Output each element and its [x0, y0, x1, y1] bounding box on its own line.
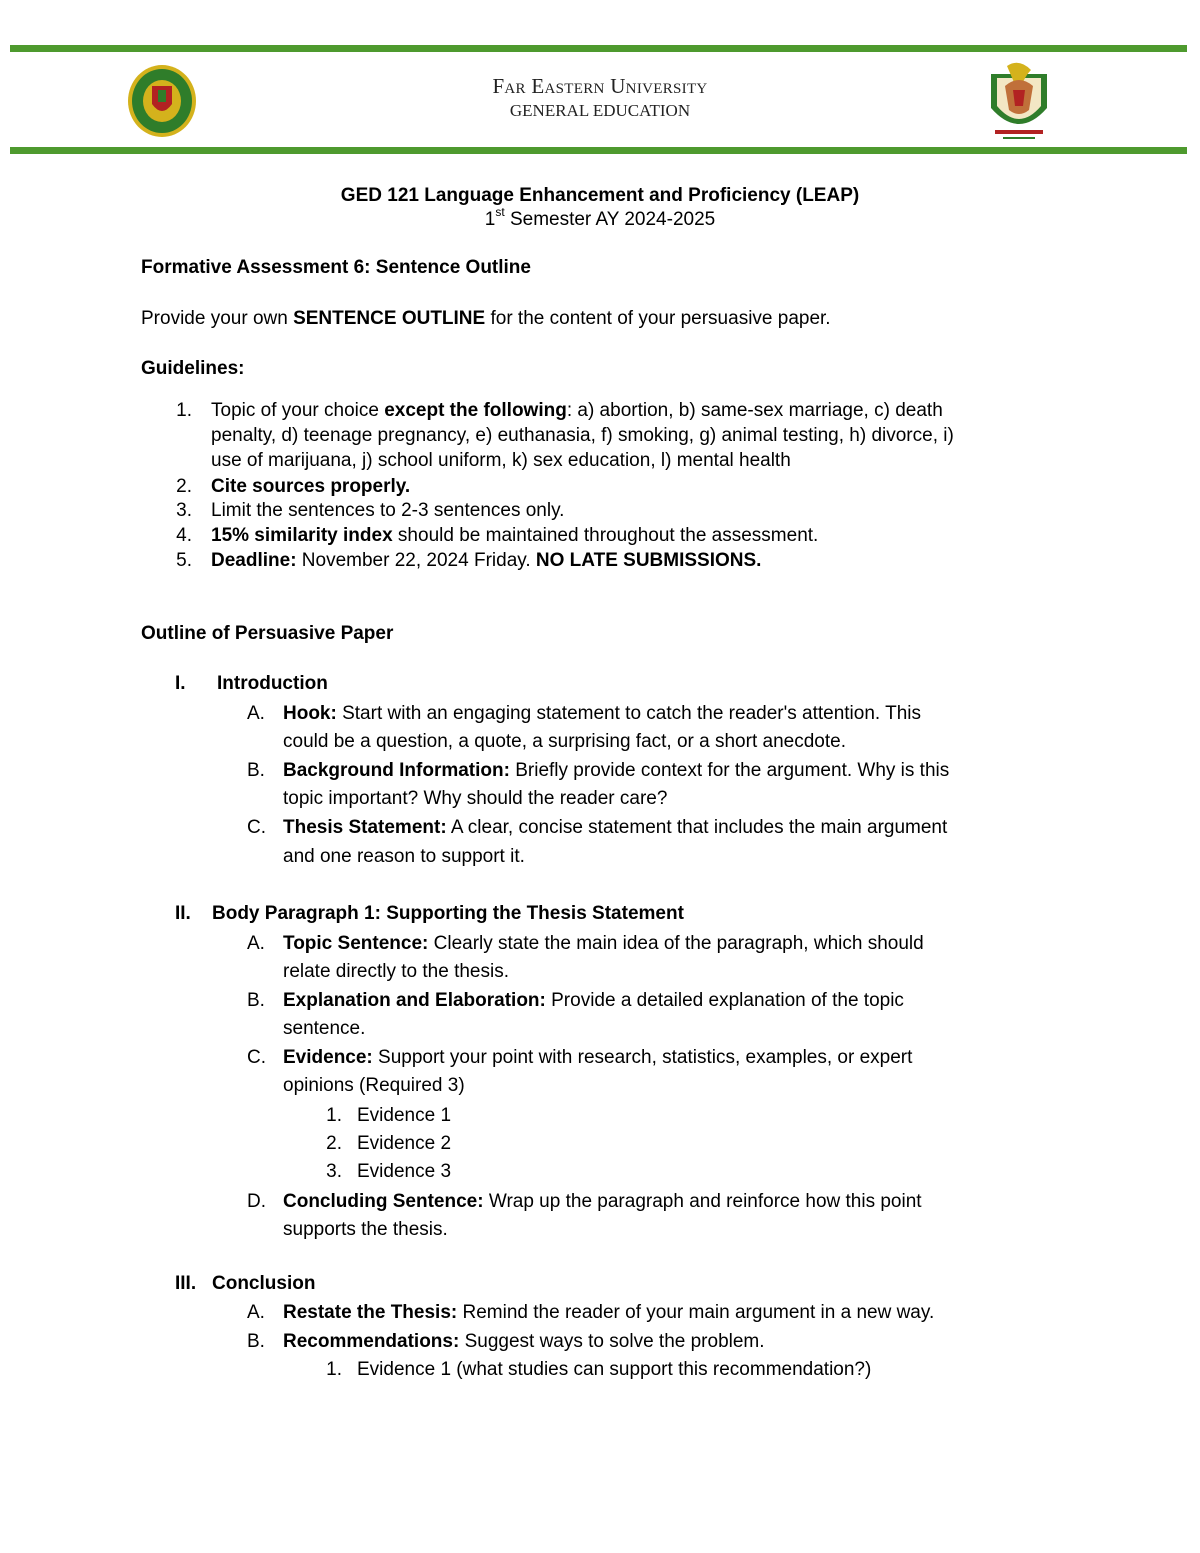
outline-item: Background Information: Briefly provide context for the argument. Why is this	[283, 760, 950, 781]
section-numeral: I.	[175, 673, 186, 694]
list-number: 1.	[326, 1359, 342, 1380]
outline-item-continued: supports the thesis.	[283, 1219, 448, 1240]
list-number: 5.	[176, 550, 192, 571]
outline-item: Thesis Statement: A clear, concise statement that includes the main argument	[283, 817, 948, 838]
section-numeral: II.	[175, 903, 191, 924]
list-number: 2.	[326, 1133, 342, 1154]
section-numeral: III.	[175, 1273, 197, 1294]
header-top-rule	[10, 45, 1187, 52]
guideline-item-continued: use of marijuana, j) school uniform, k) sex education, l) mental health	[211, 450, 791, 471]
item-letter: A.	[247, 1302, 265, 1323]
evidence-item: Evidence 3	[357, 1161, 452, 1182]
list-number: 3.	[176, 500, 192, 521]
outline-heading: Outline of Persuasive Paper	[141, 623, 394, 644]
evidence-item: Evidence 1	[357, 1105, 452, 1126]
guideline-item: Topic of your choice except the following: a) abortion, b) same-sex marriage, c) death	[211, 400, 943, 421]
item-letter: A.	[247, 933, 265, 954]
item-letter: B.	[247, 1331, 265, 1352]
section-title: Introduction	[217, 673, 328, 694]
item-letter: B.	[247, 760, 265, 781]
guideline-item: Limit the sentences to 2-3 sentences only.	[211, 500, 565, 521]
outline-item: Recommendations: Suggest ways to solve the problem.	[283, 1331, 765, 1352]
assessment-title: Formative Assessment 6: Sentence Outline	[141, 257, 531, 278]
outline-item-continued: sentence.	[283, 1018, 366, 1039]
guidelines-heading: Guidelines:	[141, 358, 245, 379]
item-letter: D.	[247, 1191, 266, 1212]
section-title: Conclusion	[212, 1273, 316, 1294]
department-name: GENERAL EDUCATION	[509, 101, 691, 120]
university-name: Far Eastern University	[492, 74, 708, 98]
guideline-item: 15% similarity index should be maintained throughout the assessment.	[211, 525, 819, 546]
outline-item-continued: opinions (Required 3)	[283, 1075, 465, 1096]
evidence-item: Evidence 2	[357, 1133, 452, 1154]
instruction-text: Provide your own SENTENCE OUTLINE for the content of your persuasive paper.	[141, 308, 831, 329]
outline-item: Topic Sentence: Clearly state the main idea of the paragraph, which should	[283, 933, 924, 954]
section-title: Body Paragraph 1: Supporting the Thesis Statement	[212, 903, 684, 924]
list-number: 2.	[176, 476, 192, 497]
item-letter: A.	[247, 703, 265, 724]
guideline-item-continued: penalty, d) teenage pregnancy, e) euthanasia, f) smoking, g) animal testing, h) divorce, i)	[211, 425, 954, 446]
list-number: 4.	[176, 525, 192, 546]
guideline-item: Deadline: November 22, 2024 Friday. NO LATE SUBMISSIONS.	[211, 550, 762, 571]
list-number: 1.	[326, 1105, 342, 1126]
outline-item-continued: could be a question, a quote, a surprising fact, or a short anecdote.	[283, 731, 846, 752]
outline-item: Restate the Thesis: Remind the reader of your main argument in a new way.	[283, 1302, 935, 1323]
outline-item-continued: relate directly to the thesis.	[283, 961, 509, 982]
semester-line: 1st Semester AY 2024-2025	[484, 204, 716, 230]
outline-item: Evidence: Support your point with research, statistics, examples, or expert	[283, 1047, 913, 1068]
outline-item: Explanation and Elaboration: Provide a detailed explanation of the topic	[283, 990, 904, 1011]
outline-item-continued: and one reason to support it.	[283, 846, 525, 867]
guideline-item: Cite sources properly.	[211, 476, 411, 497]
list-number: 1.	[176, 400, 192, 421]
outline-item: Hook: Start with an engaging statement to catch the reader's attention. This	[283, 703, 922, 724]
course-title: GED 121 Language Enhancement and Proficiency (LEAP)	[340, 185, 860, 206]
outline-item-continued: topic important? Why should the reader care?	[283, 788, 668, 809]
recommendation-evidence-item: Evidence 1 (what studies can support this recommendation?)	[357, 1359, 872, 1380]
item-letter: B.	[247, 990, 265, 1011]
outline-item: Concluding Sentence: Wrap up the paragraph and reinforce how this point	[283, 1191, 922, 1212]
item-letter: C.	[247, 1047, 266, 1068]
list-number: 3.	[326, 1161, 342, 1182]
item-letter: C.	[247, 817, 266, 838]
header-bottom-rule	[10, 147, 1187, 154]
